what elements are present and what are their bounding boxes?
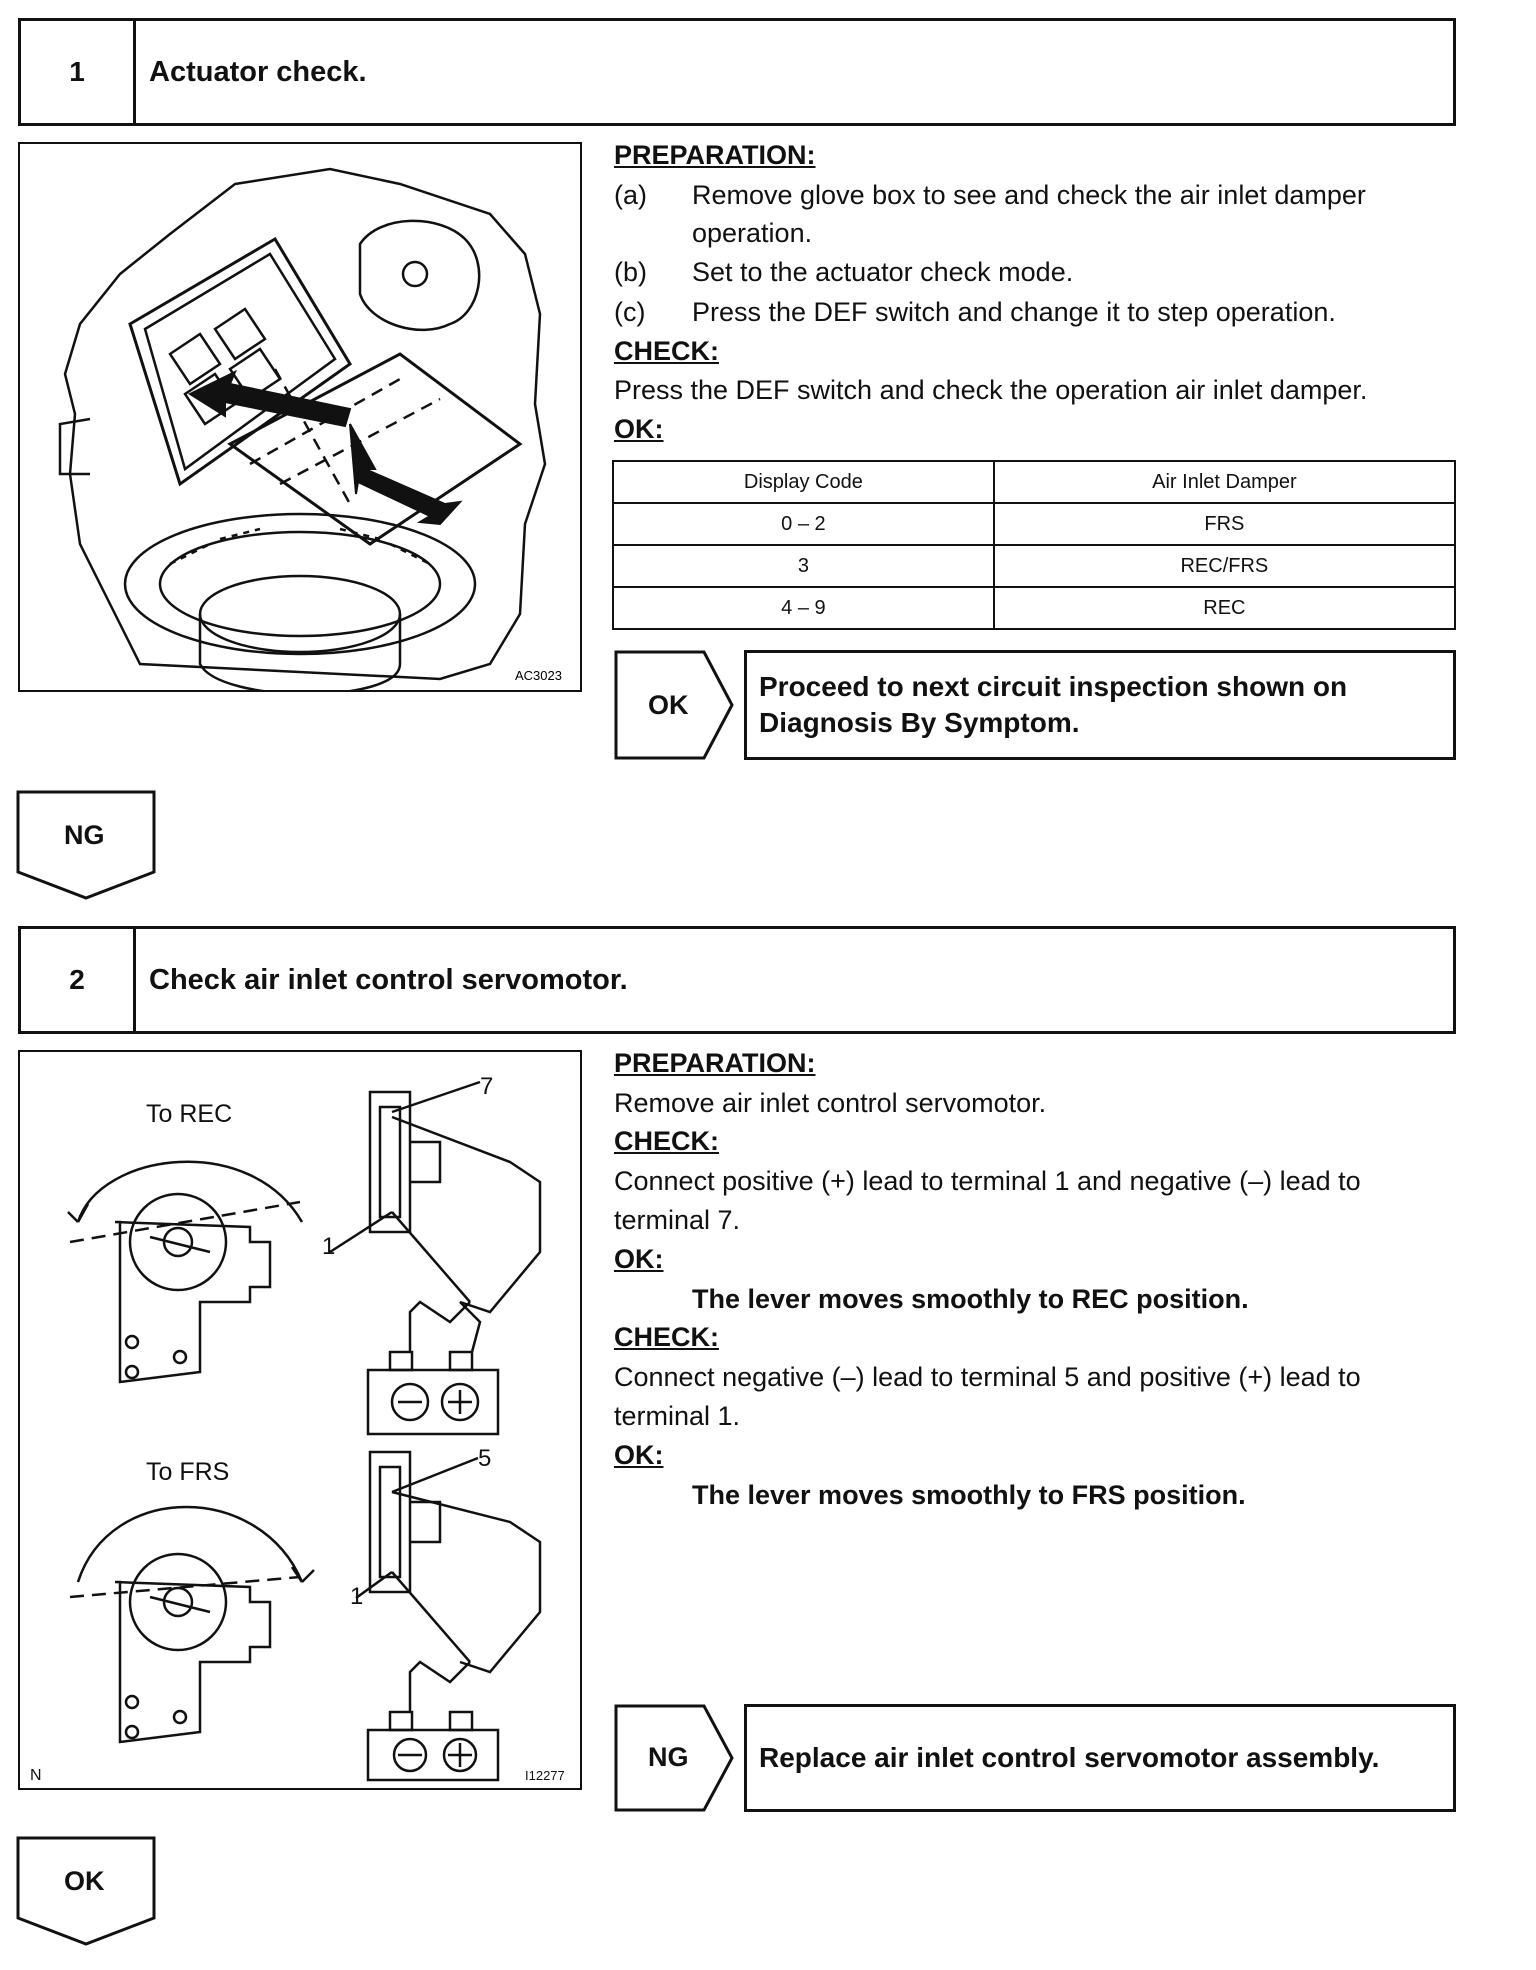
figure-corner-n: N — [30, 1767, 42, 1784]
step2-check1-line2: terminal 7. — [614, 1205, 741, 1235]
step1-prep-a-line2: operation. — [692, 218, 813, 248]
table-cell: REC/FRS — [994, 545, 1455, 587]
to-frs-label: To FRS — [146, 1458, 230, 1486]
to-rec-label: To REC — [146, 1100, 233, 1128]
step1-check-text: Press the DEF switch and check the operation air inlet damper. — [614, 375, 1368, 405]
step2-check2-line2: terminal 1. — [614, 1401, 741, 1431]
table-row — [613, 545, 1455, 587]
table-header-cell: Display Code — [613, 461, 994, 503]
servomotor-test-illustration — [20, 1052, 580, 1788]
step2-number: 2 — [21, 929, 136, 1031]
step2-ok2-text: The lever moves smoothly to FRS position. — [692, 1480, 1246, 1510]
step2-ng-result-text: Replace air inlet control servomotor assembly. — [759, 1742, 1380, 1773]
step1-check-heading: CHECK: — [614, 336, 719, 366]
step2-ng-result — [744, 1704, 1456, 1812]
table-row — [613, 503, 1455, 545]
step1-number: 1 — [21, 21, 136, 123]
step1-ok-result-line1: Proceed to next circuit inspection shown on — [759, 671, 1348, 702]
table-cell: 3 — [613, 545, 994, 587]
step2-ok1-heading: OK: — [614, 1244, 664, 1274]
table-row — [613, 587, 1455, 629]
step2-ok1-text: The lever moves smoothly to REC position. — [692, 1284, 1249, 1314]
step1-ok-result-line2: Diagnosis By Symptom. — [759, 707, 1080, 738]
step1-prep-b-line1: Set to the actuator check mode. — [692, 257, 1074, 287]
step1-ng-tag: NG — [64, 820, 105, 850]
step2-title: Check air inlet control servomotor. — [149, 963, 628, 996]
table-cell: 0 – 2 — [613, 503, 994, 545]
step2-ok-tag: OK — [64, 1866, 105, 1896]
table-cell: 4 – 9 — [613, 587, 994, 629]
step1-prep-mark-c: (c) — [614, 297, 646, 327]
terminal-1-label-a: 1 — [322, 1233, 336, 1260]
step1-header — [18, 18, 1456, 126]
step2-check2-heading: CHECK: — [614, 1322, 719, 1352]
step1-ok-tag: OK — [648, 690, 689, 720]
step1-figure-code: AC3023 — [515, 668, 562, 683]
step1-ok-table — [612, 460, 1456, 630]
air-inlet-unit-illustration — [20, 144, 580, 690]
table-cell: REC — [994, 587, 1455, 629]
step2-figure-code: I12277 — [525, 1768, 565, 1783]
step2-ok2-heading: OK: — [614, 1440, 664, 1470]
step2-check1-heading: CHECK: — [614, 1126, 719, 1156]
step1-title: Actuator check. — [149, 55, 367, 88]
step2-preparation-heading: PREPARATION: — [614, 1048, 816, 1078]
step2-check1-line1: Connect positive (+) lead to terminal 1 and negative (–) lead to — [614, 1166, 1361, 1196]
terminal-7-label: 7 — [480, 1073, 494, 1100]
step1-ok-heading: OK: — [614, 414, 664, 444]
step2-preparation-text: Remove air inlet control servomotor. — [614, 1088, 1047, 1118]
step1-ok-result — [744, 650, 1456, 760]
table-cell: FRS — [994, 503, 1455, 545]
step2-check2-line1: Connect negative (–) lead to terminal 5 and positive (+) lead to — [614, 1362, 1361, 1392]
step1-prep-a-line1: Remove glove box to see and check the air inlet damper — [692, 180, 1366, 210]
terminal-1-label-b: 1 — [350, 1583, 364, 1610]
step1-prep-c-line1: Press the DEF switch and change it to step operation. — [692, 297, 1336, 327]
table-header-row — [613, 461, 1455, 503]
table-header-cell: Air Inlet Damper — [994, 461, 1455, 503]
step1-figure — [18, 142, 582, 692]
step1-prep-mark-b: (b) — [614, 257, 647, 287]
step2-ng-tag: NG — [648, 1742, 689, 1772]
step2-header — [18, 926, 1456, 1034]
step2-figure — [18, 1050, 582, 1790]
step1-preparation-heading: PREPARATION: — [614, 140, 816, 170]
terminal-5-label: 5 — [478, 1445, 492, 1472]
step1-prep-mark-a: (a) — [614, 180, 647, 210]
